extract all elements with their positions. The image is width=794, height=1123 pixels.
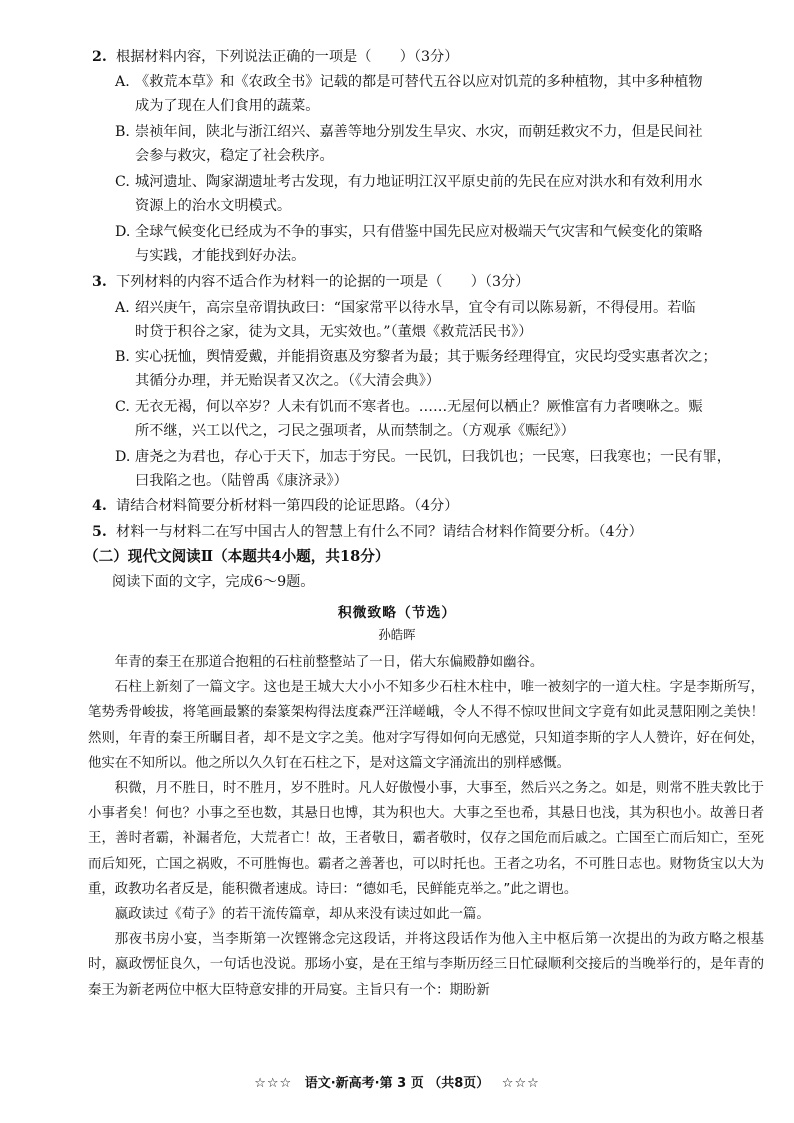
question-number: 4.: [92, 498, 107, 514]
option-text-cont: 资源上的治水文明模式。: [135, 198, 292, 215]
question-4: [92, 495, 754, 517]
footer-page-info: 语文·新高考·第 3 页 （共8页）: [304, 1076, 490, 1091]
option-text-cont: 其循分办理，并无贻误者又次之。（《大清会典》）: [135, 373, 441, 390]
option-letter: B.: [115, 349, 130, 365]
passage-paragraph: 那夜书房小宴，当李斯第一次铿锵念完这段话，并将这段话作为他入主中枢后第一次提出的为政方略之根基时，嬴政愣怔良久，一句话也没说。那场小宴，是在王绾与李斯历经三日忙碌顺利交接后的当晚举行的，是年青的秦王为新老两位中枢大臣特意安排的开局宴。主旨只有一个：期盼新: [88, 932, 764, 998]
passage-paragraph: 年青的秦王在那道合抱粗的石柱前整整站了一日，偌大东偏殿静如幽谷。: [114, 655, 544, 670]
passage-paragraph: 嬴政读过《荀子》的若干流传篇章，却从来没有读过如此一篇。: [114, 907, 490, 923]
option-letter: B.: [115, 124, 130, 140]
passage-paragraph: 积微，月不胜日，时不胜月，岁不胜时。凡人好傲慢小事，大事至，然后兴之务之。如是，则常不胜夫敦比于小事者矣！何也？小事之至也数，其悬日也博，其为积也大。大事之至也希，其悬日也浅，其为积也小。故善日者王，善时者霸，补漏者危，大荒者亡！故，王者敬日，霸者敬时，仅存之国危而后戚之。亡国至亡而后知亡，至死而后知死，亡国之祸败，不可胜悔也。霸者之善著也，可以时托也。王者之功名，不可胜日志也。财物货宝以大为重，政教功名者反是，能积微者速成。诗曰：“德如毛，民鲜能克举之。”此之谓也。: [88, 781, 764, 897]
option-text-cont: 与实践，才能找到好办法。: [135, 248, 306, 265]
question-stem: 请结合材料简要分析材料一第四段的论证思路。（4分）: [116, 498, 459, 514]
q2-option-c: [115, 170, 760, 219]
q2-option-d: [115, 220, 760, 269]
option-text-cont: 时贷于积谷之家，徒为文具，无实效也。”（董煨《救荒活民书》）: [135, 324, 533, 341]
option-text: 实心抚恤，舆情爱戴，并能捐资惠及穷黎者为最；其于赈务经理得宜，灾民均受实惠者次之；: [135, 349, 717, 365]
option-letter: C.: [115, 399, 130, 415]
option-text: 绍兴庚午，高宗皇帝谓执政曰：“国家常平以待水旱，宜令有司以陈易新，不得侵用。若临: [135, 300, 696, 316]
option-letter: A.: [115, 74, 130, 90]
q3-option-a: [115, 296, 760, 345]
question-3: [92, 271, 754, 293]
question-number: 2.: [92, 49, 107, 65]
q3-option-d: [115, 445, 760, 494]
q2-option-a: [115, 70, 760, 119]
question-number: 3.: [92, 274, 107, 290]
option-letter: A.: [115, 300, 130, 316]
option-text: 无衣无褐，何以卒岁？人未有饥而不寒者也。……无屋何以栖止？厥惟富有力者噢咻之。赈: [135, 399, 703, 415]
option-text: 城河遗址、陶家湖遗址考古发现，有力地证明江汉平原史前的先民在应对洪水和有效利用水: [135, 174, 703, 190]
option-text: 《救荒本草》和《农政全书》记载的都是可替代五谷以应对饥荒的多种植物，其中多种植物: [135, 74, 703, 90]
q3-option-b: [115, 345, 760, 394]
question-stem: 下列材料的内容不适合作为材料一的论据的一项是（ ）（3分）: [116, 274, 530, 290]
article-author: 孙皓晖: [378, 627, 416, 642]
question-2: [92, 46, 754, 68]
option-letter: D.: [115, 449, 131, 465]
option-text: 崇祯年间，陕北与浙江绍兴、嘉善等地分别发生旱灾、水灾，而朝廷救灾不力，但是民间社: [135, 124, 703, 140]
question-stem: 根据材料内容，下列说法正确的一项是（ ）（3分）: [116, 49, 459, 65]
footer-stars-right: ☆☆☆: [501, 1076, 540, 1091]
option-text-cont: 成为了现在人们食用的蔬菜。: [135, 98, 320, 115]
question-number: 5.: [92, 524, 107, 540]
section-heading: （二）现代文阅读Ⅱ（本题共4小题，共18分）: [84, 548, 390, 565]
reading-instruction: 阅读下面的文字，完成6～9题。: [112, 574, 315, 590]
option-text-cont: 曰我陷之也。（陆曾禹《康济录》）: [135, 473, 348, 490]
question-stem: 材料一与材料二在写中国古人的智慧上有什么不同？请结合材料作简要分析。（4分）: [116, 524, 643, 540]
article-passage: [88, 650, 764, 1003]
option-letter: D.: [115, 224, 131, 240]
footer-stars-left: ☆☆☆: [254, 1076, 293, 1091]
question-5: [92, 521, 754, 543]
passage-paragraph: 石柱上新刻了一篇文字。这也是王城大大小小不知多少石柱木柱中，唯一被刻字的一道大柱。字是李斯所写，笔势秀骨峻拔，将笔画最繁的秦篆架构得法度森严汪洋嵯峨，令人不得不惊叹世间文字竟有如此灵慧阳刚之美快！然则，年青的秦王所瞩目者，却不是文字之美。他对字写得如何向无感觉，只知道李斯的字人人赞许，好在何处，他实在不知所以。他之所以久久钉在石柱之下，是对这篇文字涌流出的别样感慨。: [88, 680, 764, 771]
q2-option-b: [115, 120, 760, 169]
option-text-cont: 所不继，兴工以代之，刁民之强项者，从而禁制之。（方观承《赈纪》）: [135, 423, 575, 440]
option-text-cont: 会参与救灾，稳定了社会秩序。: [135, 148, 334, 165]
q3-option-c: [115, 395, 760, 444]
page-footer: [0, 1072, 794, 1091]
option-text: 全球气候变化已经成为不争的事实，只有借鉴中国先民应对极端天气灾害和气候变化的策略: [135, 224, 703, 240]
option-letter: C.: [115, 174, 130, 190]
article-title: 积微致略（节选）: [337, 605, 457, 621]
option-text: 唐尧之为君也，存心于天下，加志于穷民。一民饥，曰我饥也；一民寒，曰我寒也；一民有罪，: [135, 449, 731, 465]
